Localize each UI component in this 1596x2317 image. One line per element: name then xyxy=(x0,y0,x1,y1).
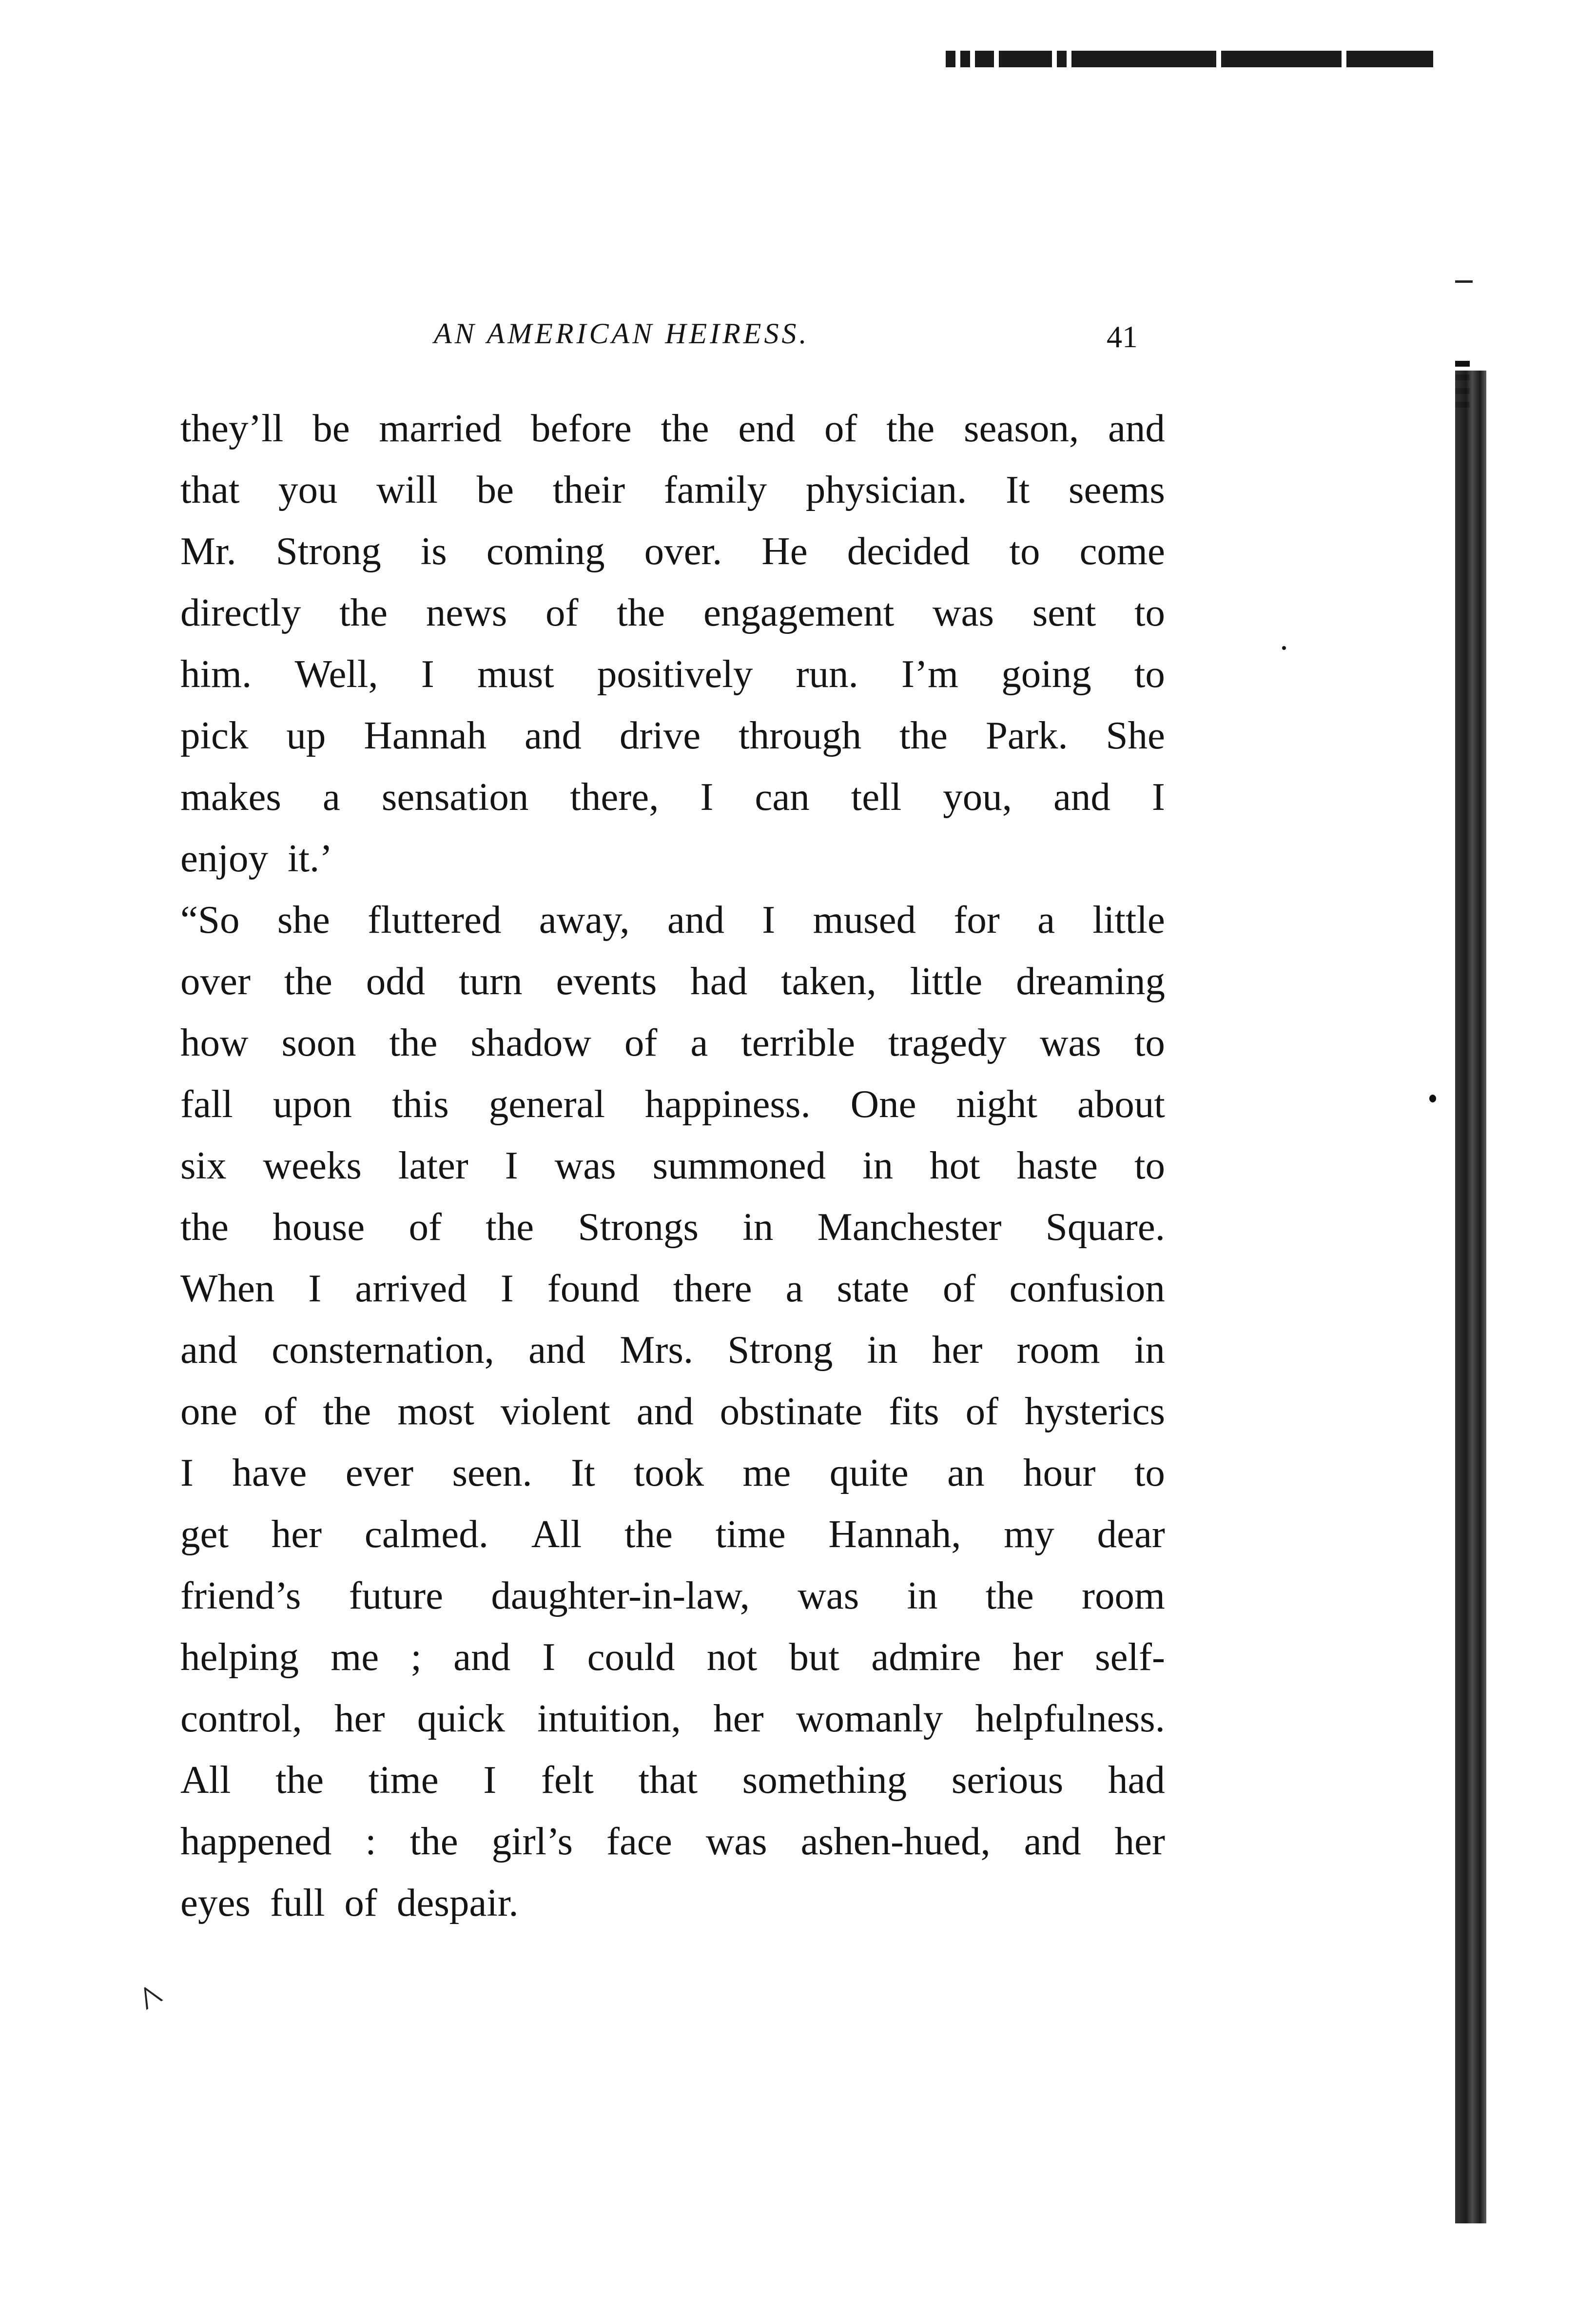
text-line xyxy=(180,1749,1165,1810)
word: pick xyxy=(180,713,249,757)
word: in xyxy=(862,1143,894,1187)
word: girl’s xyxy=(491,1819,573,1863)
word: She xyxy=(1106,713,1165,757)
word: makes xyxy=(180,775,281,819)
word: a xyxy=(1037,898,1055,942)
word: how xyxy=(180,1021,249,1064)
word: that xyxy=(180,468,240,511)
word: ; xyxy=(410,1635,422,1679)
word: seems xyxy=(1069,468,1165,511)
word: to xyxy=(1134,1451,1165,1494)
text-line xyxy=(180,1503,1165,1565)
word: friend’s xyxy=(180,1573,301,1617)
ink-speck xyxy=(1429,1095,1436,1102)
text-line xyxy=(180,766,1165,827)
word: I xyxy=(542,1635,556,1679)
text-line xyxy=(180,827,1165,889)
word: in xyxy=(742,1205,774,1249)
word: shadow xyxy=(470,1021,591,1064)
word: helpfulness. xyxy=(975,1696,1165,1740)
word: hysterics xyxy=(1025,1389,1165,1433)
word: It xyxy=(1005,468,1030,511)
word: about xyxy=(1077,1082,1165,1126)
word: It xyxy=(571,1451,595,1494)
word: positively xyxy=(597,652,753,696)
word: end xyxy=(738,406,796,450)
word: of xyxy=(344,1881,377,1924)
word: it.’ xyxy=(287,836,333,880)
word: violent xyxy=(500,1389,610,1433)
word: arrived xyxy=(355,1266,467,1310)
word: tragedy xyxy=(888,1021,1007,1064)
word: I xyxy=(308,1266,322,1310)
text-line xyxy=(180,459,1165,520)
word: of xyxy=(965,1389,999,1433)
word: quick xyxy=(417,1696,505,1740)
word: married xyxy=(379,406,502,450)
word: intuition, xyxy=(537,1696,681,1740)
word: not xyxy=(706,1635,758,1679)
word: despair. xyxy=(396,1881,519,1924)
word: soon xyxy=(281,1021,356,1064)
word: and xyxy=(453,1635,511,1679)
text-line xyxy=(180,1442,1165,1503)
word: could xyxy=(587,1635,675,1679)
word: drive xyxy=(619,713,701,757)
word: the xyxy=(486,1205,534,1249)
word: I xyxy=(1151,775,1165,819)
word: her xyxy=(713,1696,764,1740)
text-line xyxy=(180,1626,1165,1688)
word: of xyxy=(943,1266,976,1310)
word: All xyxy=(180,1758,231,1802)
word: of xyxy=(545,590,579,634)
word: me xyxy=(742,1451,791,1494)
word: will xyxy=(376,468,438,511)
word: and xyxy=(667,898,724,942)
word: felt xyxy=(541,1758,594,1802)
word: tell xyxy=(851,775,902,819)
word: the xyxy=(617,590,665,634)
text-line xyxy=(180,1565,1165,1626)
word: I xyxy=(421,652,434,696)
text-line xyxy=(180,1135,1165,1196)
word: mused xyxy=(813,898,916,942)
word: fluttered xyxy=(368,898,502,942)
word: my xyxy=(1004,1512,1054,1556)
word: but xyxy=(789,1635,840,1679)
text-line xyxy=(180,643,1165,705)
word: odd xyxy=(366,959,426,1003)
word: was xyxy=(933,590,994,634)
word: him. xyxy=(180,652,252,696)
word: “So xyxy=(180,898,240,942)
word: taken, xyxy=(781,959,876,1003)
word: hour xyxy=(1023,1451,1096,1494)
word: the xyxy=(985,1573,1034,1617)
word: there, xyxy=(570,775,659,819)
word: to xyxy=(1009,529,1040,573)
word: there xyxy=(673,1266,752,1310)
word: admire xyxy=(871,1635,981,1679)
text-line xyxy=(180,1073,1165,1135)
word: the xyxy=(323,1389,371,1433)
word: to xyxy=(1134,652,1165,696)
word: me xyxy=(331,1635,379,1679)
word: and xyxy=(1053,775,1110,819)
page-header xyxy=(414,317,1165,366)
word: time xyxy=(368,1758,439,1802)
word: general xyxy=(488,1082,605,1126)
word: the xyxy=(624,1512,673,1556)
word: her xyxy=(932,1328,983,1372)
word: : xyxy=(365,1819,376,1863)
word: serious xyxy=(951,1758,1064,1802)
word: When xyxy=(180,1266,275,1310)
body-text xyxy=(180,397,1165,1933)
word: this xyxy=(391,1082,449,1126)
word: summoned xyxy=(652,1143,826,1187)
text-line xyxy=(180,1319,1165,1380)
word: be xyxy=(476,468,514,511)
word: the xyxy=(275,1758,324,1802)
scan-edge-mark xyxy=(1455,280,1473,283)
word: can xyxy=(755,775,810,819)
word: took xyxy=(633,1451,704,1494)
word: and xyxy=(180,1328,237,1372)
word: consternation, xyxy=(272,1328,494,1372)
word: enjoy xyxy=(180,836,268,880)
word: Mr. xyxy=(180,529,236,573)
word: I xyxy=(180,1451,194,1494)
text-line xyxy=(180,1872,1165,1933)
word: Well, xyxy=(294,652,378,696)
word: the xyxy=(409,1819,458,1863)
word: to xyxy=(1134,1143,1165,1187)
word: little xyxy=(910,959,983,1003)
word: room xyxy=(1016,1328,1100,1372)
word: a xyxy=(690,1021,708,1064)
word: eyes xyxy=(180,1881,251,1924)
word: Mrs. xyxy=(620,1328,694,1372)
word: little xyxy=(1092,898,1165,942)
word: haste xyxy=(1016,1143,1098,1187)
word: later xyxy=(398,1143,468,1187)
word: daughter-in-law, xyxy=(491,1573,750,1617)
word: turn xyxy=(459,959,523,1003)
word: was xyxy=(1039,1021,1101,1064)
word: they’ll xyxy=(180,406,284,450)
word: self- xyxy=(1095,1635,1165,1679)
word: helping xyxy=(180,1635,299,1679)
word: one xyxy=(180,1389,237,1433)
word: and xyxy=(1108,406,1165,450)
word: run. xyxy=(796,652,858,696)
word: coming xyxy=(486,529,605,573)
word: night xyxy=(956,1082,1038,1126)
word: decided xyxy=(847,529,970,573)
word: have xyxy=(232,1451,307,1494)
word: the xyxy=(339,590,388,634)
word: dear xyxy=(1097,1512,1165,1556)
word: face xyxy=(606,1819,672,1863)
word: a xyxy=(322,775,340,819)
word: engagement xyxy=(703,590,895,634)
word: Strongs xyxy=(578,1205,699,1249)
word: be xyxy=(312,406,350,450)
word: a xyxy=(785,1266,803,1310)
word: fall xyxy=(180,1082,233,1126)
word: their xyxy=(552,468,625,511)
word: season, xyxy=(964,406,1079,450)
word: must xyxy=(477,652,554,696)
word: going xyxy=(1001,652,1091,696)
word: weeks xyxy=(263,1143,362,1187)
word: room xyxy=(1081,1573,1165,1617)
word: Strong xyxy=(275,529,381,573)
word: ashen-hued, xyxy=(800,1819,991,1863)
word: physician. xyxy=(805,468,967,511)
word: in xyxy=(867,1328,898,1372)
pencil-mark: ^ xyxy=(131,1974,173,2026)
word: terrible xyxy=(741,1021,856,1064)
text-line xyxy=(180,1380,1165,1442)
text-line xyxy=(180,397,1165,459)
word: found xyxy=(547,1266,640,1310)
text-line xyxy=(180,1257,1165,1319)
ink-speck xyxy=(1282,646,1286,650)
word: family xyxy=(663,468,767,511)
word: I xyxy=(505,1143,518,1187)
word: most xyxy=(397,1389,474,1433)
word: an xyxy=(947,1451,985,1494)
word: you, xyxy=(943,775,1012,819)
word: time xyxy=(715,1512,786,1556)
word: come xyxy=(1079,529,1165,573)
text-line xyxy=(180,1196,1165,1257)
word: over xyxy=(180,959,251,1003)
word: sent xyxy=(1032,590,1096,634)
word: for xyxy=(954,898,1000,942)
word: hot xyxy=(930,1143,980,1187)
word: is xyxy=(420,529,447,573)
word: full xyxy=(270,1881,325,1924)
word: that xyxy=(638,1758,698,1802)
word: her xyxy=(271,1512,322,1556)
word: One xyxy=(850,1082,916,1126)
word: the xyxy=(886,406,935,450)
word: fits xyxy=(889,1389,939,1433)
word: house xyxy=(272,1205,365,1249)
word: had xyxy=(1108,1758,1165,1802)
word: Park. xyxy=(985,713,1068,757)
word: seen. xyxy=(452,1451,532,1494)
word: was xyxy=(798,1573,859,1617)
text-line xyxy=(180,1810,1165,1872)
word: Manchester xyxy=(817,1205,1002,1249)
word: her xyxy=(1114,1819,1165,1863)
word: the xyxy=(389,1021,438,1064)
word: of xyxy=(263,1389,297,1433)
word: Hannah xyxy=(364,713,487,757)
word: dreaming xyxy=(1016,959,1165,1003)
word: the xyxy=(284,959,332,1003)
word: before xyxy=(531,406,632,450)
word: of xyxy=(409,1205,442,1249)
word: happened xyxy=(180,1819,332,1863)
text-line xyxy=(180,1688,1165,1749)
word: All xyxy=(531,1512,582,1556)
word: Strong xyxy=(727,1328,833,1372)
word: calmed. xyxy=(364,1512,488,1556)
word: through xyxy=(739,713,862,757)
word: up xyxy=(286,713,326,757)
text-line xyxy=(180,520,1165,582)
word: ever xyxy=(345,1451,414,1494)
word: the xyxy=(899,713,948,757)
word: confusion xyxy=(1009,1266,1165,1310)
word: and xyxy=(528,1328,586,1372)
word: womanly xyxy=(796,1696,943,1740)
word: away, xyxy=(539,898,630,942)
word: you xyxy=(278,468,338,511)
word: her xyxy=(334,1696,385,1740)
text-line xyxy=(180,582,1165,643)
word: something xyxy=(742,1758,907,1802)
word: I xyxy=(500,1266,514,1310)
word: Hannah, xyxy=(828,1512,961,1556)
text-line xyxy=(180,1012,1165,1073)
word: of xyxy=(624,1021,658,1064)
word: obstinate xyxy=(720,1389,863,1433)
word: over. xyxy=(644,529,722,573)
word: upon xyxy=(272,1082,352,1126)
word: was xyxy=(554,1143,616,1187)
word: to xyxy=(1134,1021,1165,1064)
word: she xyxy=(277,898,330,942)
word: I xyxy=(483,1758,497,1802)
word: and xyxy=(1024,1819,1081,1863)
running-title: AN AMERICAN HEIRESS. xyxy=(434,317,810,350)
page-number: 41 xyxy=(1107,319,1138,354)
word: news xyxy=(426,590,507,634)
word: He xyxy=(761,529,808,573)
word: had xyxy=(690,959,748,1003)
word: state xyxy=(837,1266,909,1310)
word: I’m xyxy=(901,652,958,696)
word: the xyxy=(661,406,709,450)
word: I xyxy=(762,898,776,942)
word: the xyxy=(180,1205,229,1249)
text-line xyxy=(180,705,1165,766)
text-line xyxy=(180,950,1165,1012)
word: and xyxy=(525,713,582,757)
word: get xyxy=(180,1512,229,1556)
word: in xyxy=(1134,1328,1165,1372)
word: directly xyxy=(180,590,301,634)
scan-edge-artifact-right xyxy=(1455,371,1486,2223)
word: quite xyxy=(829,1451,909,1494)
word: happiness. xyxy=(645,1082,811,1126)
word: Square. xyxy=(1045,1205,1165,1249)
word: and xyxy=(636,1389,694,1433)
word: her xyxy=(1012,1635,1063,1679)
word: control, xyxy=(180,1696,302,1740)
word: events xyxy=(556,959,657,1003)
word: was xyxy=(705,1819,767,1863)
word: six xyxy=(180,1143,227,1187)
scan-edge-artifact-top xyxy=(946,51,1433,67)
text-line xyxy=(180,889,1165,950)
word: to xyxy=(1134,590,1165,634)
word: of xyxy=(824,406,857,450)
word: in xyxy=(907,1573,938,1617)
word: future xyxy=(349,1573,444,1617)
word: sensation xyxy=(381,775,529,819)
word: I xyxy=(700,775,714,819)
